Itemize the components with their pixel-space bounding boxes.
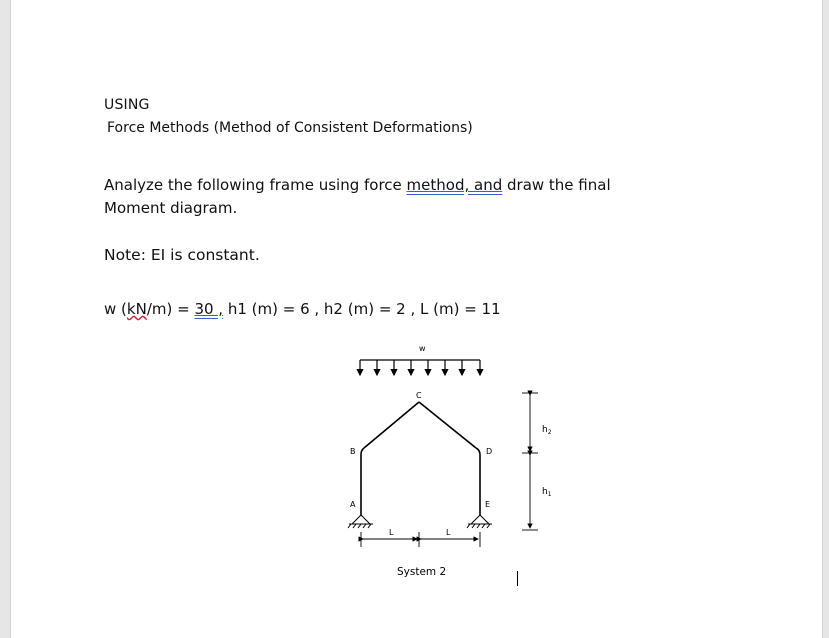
heading-method: Force Methods (Method of Consistent Deformations) xyxy=(107,120,473,136)
frame-diagram xyxy=(336,340,556,590)
text-cursor xyxy=(517,571,518,586)
pin-support-e xyxy=(467,515,492,528)
problem-text-underlined: method, and xyxy=(406,176,503,194)
distributed-load xyxy=(360,360,480,375)
frame-members xyxy=(361,402,480,515)
span-right-label: L xyxy=(446,528,451,537)
note-text: Note: EI is constant. xyxy=(104,246,260,264)
param-unit-kn: kN xyxy=(126,300,147,318)
param-w-value: 30 , xyxy=(194,300,224,318)
problem-text-a: Analyze the following frame using force xyxy=(104,176,407,194)
problem-line-2: Moment diagram. xyxy=(104,199,238,217)
problem-line-1 xyxy=(104,176,611,194)
document-page xyxy=(10,0,823,638)
param-rest: h1 (m) = 6 , h2 (m) = 2 , L (m) = 11 xyxy=(223,300,501,318)
height-dimension xyxy=(522,393,538,530)
h2-label: $h_2$ xyxy=(542,425,552,436)
node-e-label: E xyxy=(485,500,491,509)
problem-text-c: draw the final xyxy=(502,176,611,194)
figure-caption: System 2 xyxy=(397,566,447,578)
node-b-label: B xyxy=(350,447,356,456)
parameters-line xyxy=(104,300,501,318)
node-c-label: C xyxy=(416,391,422,400)
load-label: w xyxy=(419,344,426,353)
node-d-label: D xyxy=(486,447,493,456)
node-a-label: A xyxy=(350,500,356,509)
param-w-unit: /m) = xyxy=(146,300,195,318)
pin-support-a xyxy=(348,515,373,528)
span-dimension xyxy=(361,532,480,547)
heading-using: USING xyxy=(104,97,150,113)
span-left-label: L xyxy=(389,528,394,537)
h1-label: $h_1$ xyxy=(542,487,552,498)
param-w-prefix: w ( xyxy=(104,300,127,318)
